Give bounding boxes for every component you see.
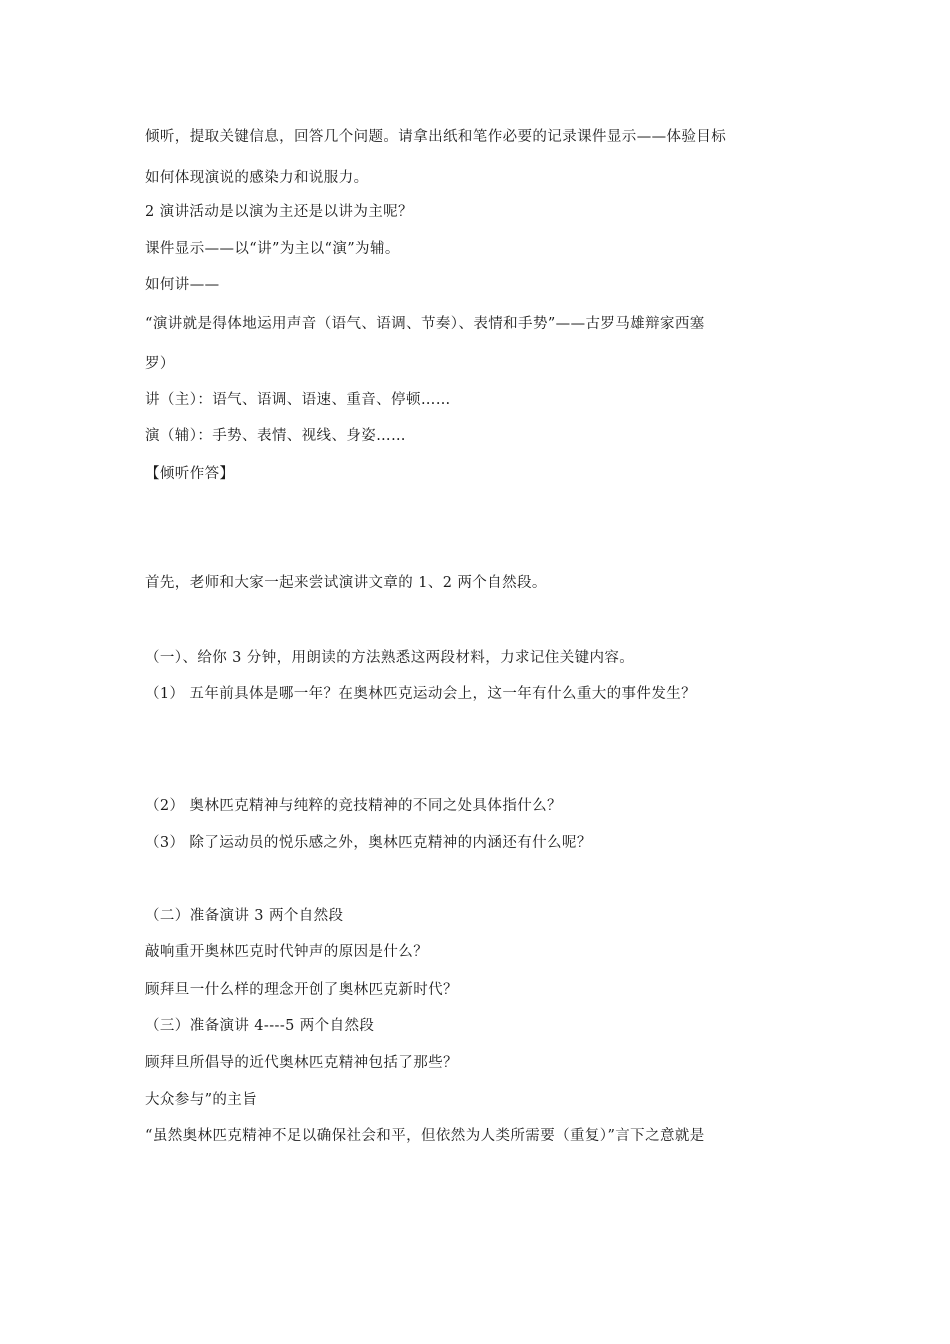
text-line: 首先，老师和大家一起来尝试演讲文章的 1、2 两个自然段。	[145, 575, 547, 591]
text-line: （3） 除了运动员的悦乐感之外，奥林匹克精神的内涵还有什么呢？	[145, 835, 592, 851]
text-line: “演讲就是得体地运用声音（语气、语调、节奏）、表情和手势”——古罗马雄辩家西塞	[145, 316, 705, 332]
text-line: （二）准备演讲 3 两个自然段	[145, 908, 344, 924]
text-line: 2 演讲活动是以演为主还是以讲为主呢？	[145, 204, 413, 220]
text-line: 顾拜旦所倡导的近代奥林匹克精神包括了那些？	[145, 1055, 458, 1071]
text-line: 顾拜旦一什么样的理念开创了奥林匹克新时代？	[145, 982, 458, 998]
text-line: （2） 奥林匹克精神与纯粹的竞技精神的不同之处具体指什么？	[145, 798, 562, 814]
text-line: 讲（主）：语气、语调、语速、重音、停顿……	[145, 392, 451, 408]
text-line: 演（辅）：手势、表情、视线、身姿……	[145, 428, 406, 444]
text-line: 课件显示——以“讲”为主以“演”为辅。	[145, 241, 400, 257]
text-line: （一）、给你 3 分钟，用朗读的方法熟悉这两段材料，力求记住关键内容。	[145, 650, 635, 666]
text-line: 倾听，提取关键信息，回答几个问题。请拿出纸和笔作必要的记录课件显示——体验目标	[145, 129, 727, 145]
text-line: 敲响重开奥林匹克时代钟声的原因是什么？	[145, 944, 429, 960]
text-line: 【倾听作答】	[145, 466, 235, 482]
text-line: 如何体现演说的感染力和说服力。	[145, 170, 369, 186]
text-line: （1） 五年前具体是哪一年？在奥林匹克运动会上，这一年有什么重大的事件发生？	[145, 686, 697, 702]
text-line: 大众参与”的主旨	[145, 1092, 258, 1108]
text-line: （三）准备演讲 4----5 两个自然段	[145, 1018, 375, 1034]
text-line: “虽然奥林匹克精神不足以确保社会和平，但依然为人类所需要（重复）”言下之意就是	[145, 1128, 705, 1144]
text-line: 罗）	[145, 356, 175, 372]
text-line: 如何讲——	[145, 277, 220, 293]
